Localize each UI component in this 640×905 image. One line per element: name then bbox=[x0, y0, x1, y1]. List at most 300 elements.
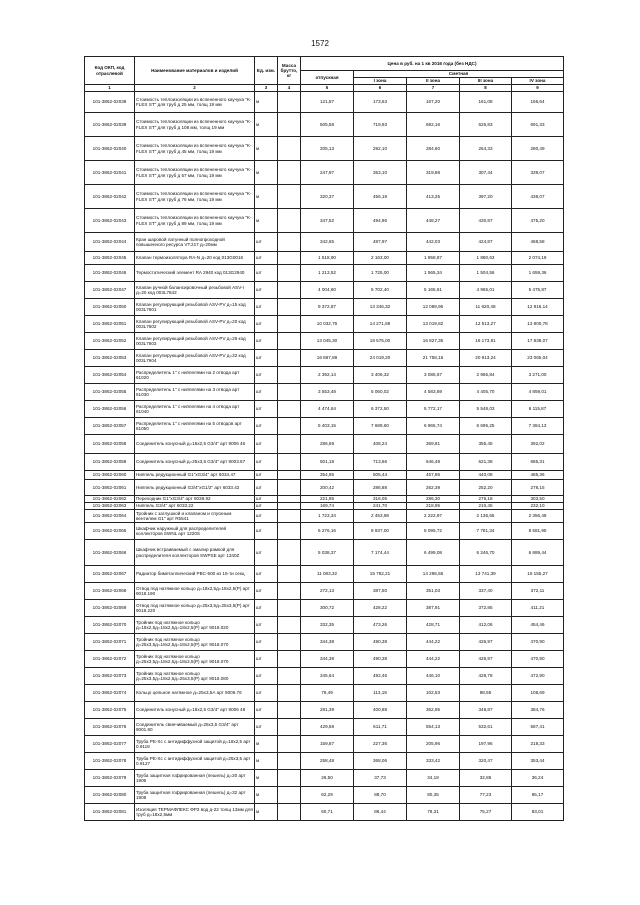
row-name: Отвод под натяжное кольцо д=25х3,5д=25х3,5(Р) арт 9018.220 bbox=[135, 600, 255, 617]
row-unit: шт bbox=[255, 634, 278, 651]
table-row bbox=[85, 316, 564, 333]
row-price-release: 3 553,48 bbox=[301, 384, 354, 401]
row-price-zone-1: 8 937,00 bbox=[354, 523, 407, 540]
row-code: 101-3862-02051 bbox=[85, 316, 135, 333]
row-code: 101-3862-02061 bbox=[85, 480, 135, 496]
row-mass bbox=[278, 787, 301, 804]
row-price-zone-1: 2 453,98 bbox=[354, 510, 407, 523]
row-name: Отвод под натяжное кольцо д=18х2,5д=18х2,5(Р) арт 9018.190 bbox=[135, 583, 255, 600]
table-row bbox=[85, 503, 564, 510]
row-price-zone-4: 339,07 bbox=[512, 161, 564, 185]
row-mass bbox=[278, 583, 301, 600]
row-price-zone-2: 554,13 bbox=[407, 719, 460, 736]
row-code: 101-3862-02052 bbox=[85, 333, 135, 350]
row-price-zone-3: 32,86 bbox=[460, 770, 512, 787]
row-price-zone-4: 485,36 bbox=[512, 471, 564, 480]
row-price-zone-4: 472,90 bbox=[512, 668, 564, 685]
row-price-zone-2: 218,95 bbox=[407, 503, 460, 510]
row-price-release: 4 474,64 bbox=[301, 401, 354, 418]
row-price-zone-2: 5 165,61 bbox=[407, 282, 460, 299]
row-mass bbox=[278, 668, 301, 685]
row-price-zone-1: 408,24 bbox=[354, 435, 407, 454]
row-price-zone-1: 241,70 bbox=[354, 503, 407, 510]
table-row bbox=[85, 617, 564, 634]
row-price-zone-2: 413,25 bbox=[407, 185, 460, 209]
row-price-zone-3: 412,06 bbox=[460, 617, 512, 634]
row-price-zone-1: 400,88 bbox=[354, 702, 407, 719]
row-price-zone-3: 11 620,48 bbox=[460, 299, 512, 316]
table-row bbox=[85, 634, 564, 651]
row-name: Тройник с заглушкой и клапаном и спускным вентилем G1" арт R5541 bbox=[135, 510, 255, 523]
row-name: Радиатор биметаллический PBC-500 из 15-ти секц bbox=[135, 566, 255, 583]
row-price-zone-1: 173,63 bbox=[354, 92, 407, 113]
table-row bbox=[85, 702, 564, 719]
row-price-zone-4: 7 384,13 bbox=[512, 418, 564, 435]
column-index-cell: 9 bbox=[512, 85, 564, 92]
row-price-release: 11 083,32 bbox=[301, 566, 354, 583]
table-row bbox=[85, 480, 564, 496]
row-code: 101-3862-02080 bbox=[85, 787, 135, 804]
row-name: Клапан ручной балансировочный резьбовой ASV-I д=20 код 003L7642 bbox=[135, 282, 255, 299]
row-code: 101-3862-02055 bbox=[85, 384, 135, 401]
row-price-zone-3: 621,38 bbox=[460, 454, 512, 471]
table-row bbox=[85, 719, 564, 736]
row-price-release: 221,95 bbox=[301, 496, 354, 503]
row-price-release: 505,58 bbox=[301, 113, 354, 137]
row-code: 101-3862-02058 bbox=[85, 435, 135, 454]
row-name: Тройник под натяжное кольцо д=25х3,5д=18х2,5д=18х2,5(Р) арт 9018.070 bbox=[135, 634, 255, 651]
row-price-zone-4: 2 074,19 bbox=[512, 252, 564, 265]
row-name: Соединитель конусный д=16х2,5 G3/4" арт 9006 46 bbox=[135, 435, 255, 454]
row-name: Распределитель 1" с ниппелями на 5 отводов арт 61050 bbox=[135, 418, 255, 435]
row-price-release: 13 045,30 bbox=[301, 333, 354, 350]
row-name: Клапан регулирующий резьбовой ASV-PV д=20 код 003L7602 bbox=[135, 316, 255, 333]
row-price-zone-3: 1 504,56 bbox=[460, 265, 512, 282]
row-code: 101-3862-02041 bbox=[85, 161, 135, 185]
row-unit: шт bbox=[255, 668, 278, 685]
row-unit: м bbox=[255, 92, 278, 113]
row-mass bbox=[278, 770, 301, 787]
row-mass bbox=[278, 523, 301, 540]
row-price-release: 344,38 bbox=[301, 651, 354, 668]
row-mass bbox=[278, 92, 301, 113]
row-unit: шт bbox=[255, 496, 278, 503]
row-name: Кран шаровой латунный полнопроходной повышенного ресурса VT.217 д=20мм bbox=[135, 233, 255, 252]
row-price-zone-2: 448,27 bbox=[407, 209, 460, 233]
row-price-zone-2: 13 019,82 bbox=[407, 316, 460, 333]
row-price-zone-4: 108,69 bbox=[512, 685, 564, 702]
row-price-release: 286,69 bbox=[301, 435, 354, 454]
row-mass bbox=[278, 753, 301, 770]
row-price-zone-3: 16 173,91 bbox=[460, 333, 512, 350]
row-unit: шт bbox=[255, 503, 278, 510]
row-price-zone-2: 14 296,56 bbox=[407, 566, 460, 583]
row-price-zone-2: 444,22 bbox=[407, 634, 460, 651]
row-name: Соединитель свинчиваемый д=25х3,5 G3/4" арт 9001.60 bbox=[135, 719, 255, 736]
row-price-zone-4: 15 155,27 bbox=[512, 566, 564, 583]
row-price-zone-3: 348,87 bbox=[460, 702, 512, 719]
row-name: Клапан термоизолятора RA-N д=20 код 013G0016 bbox=[135, 252, 255, 265]
row-price-zone-4: 232,10 bbox=[512, 503, 564, 510]
row-name: Стоимость теплоизоляции из вспененного каучука "K-FLEX ST" для труб д 45 мм, толщ 19 мм bbox=[135, 137, 255, 161]
row-price-zone-4: 587,41 bbox=[512, 719, 564, 736]
column-index-cell: 4 bbox=[278, 85, 301, 92]
row-mass bbox=[278, 651, 301, 668]
row-price-zone-3: 98,55 bbox=[460, 685, 512, 702]
row-name: Термостатический элемент RA 2940 код 013G2940 bbox=[135, 265, 255, 282]
row-price-zone-2: 80,35 bbox=[407, 787, 460, 804]
row-price-zone-4: 12 816,14 bbox=[512, 299, 564, 316]
row-code: 101-3862-02072 bbox=[85, 651, 135, 668]
table-row bbox=[85, 685, 564, 702]
row-name: Соединитель конусный д=18х2,5 G3/4" арт 9006 48 bbox=[135, 702, 255, 719]
row-mass bbox=[278, 566, 301, 583]
row-price-release: 1 723,34 bbox=[301, 510, 354, 523]
row-price-zone-1: 2 163,00 bbox=[354, 252, 407, 265]
header-zone-4: IV зона bbox=[512, 78, 564, 85]
row-unit: шт bbox=[255, 702, 278, 719]
row-price-zone-1: 7 689,60 bbox=[354, 418, 407, 435]
row-code: 101-3862-02050 bbox=[85, 299, 135, 316]
row-price-zone-2: 3 085,67 bbox=[407, 367, 460, 384]
row-price-release: 2 392,14 bbox=[301, 367, 354, 384]
row-price-zone-1: 24 019,20 bbox=[354, 350, 407, 367]
row-price-zone-2: 351,03 bbox=[407, 583, 460, 600]
row-price-zone-2: 78,31 bbox=[407, 804, 460, 821]
row-unit: шт bbox=[255, 685, 278, 702]
row-price-release: 16 867,88 bbox=[301, 350, 354, 367]
row-price-zone-2: 102,53 bbox=[407, 685, 460, 702]
row-price-zone-3: 440,08 bbox=[460, 471, 512, 480]
column-index-row bbox=[85, 85, 564, 92]
row-code: 101-3862-02062 bbox=[85, 496, 135, 503]
row-mass bbox=[278, 600, 301, 617]
row-price-zone-4: 8 581,95 bbox=[512, 523, 564, 540]
row-price-release: 320,37 bbox=[301, 185, 354, 209]
row-name: Стоимость теплоизоляции из вспененного каучука "K-FLEX ST" для труб д 57 мм, толщ 19 мм bbox=[135, 161, 255, 185]
table-row bbox=[85, 350, 564, 367]
row-price-zone-4: 85,17 bbox=[512, 787, 564, 804]
table-row bbox=[85, 384, 564, 401]
table-row bbox=[85, 265, 564, 282]
row-price-zone-2: 12 089,96 bbox=[407, 299, 460, 316]
row-price-zone-1: 719,93 bbox=[354, 113, 407, 137]
row-code: 101-3862-02043 bbox=[85, 209, 135, 233]
row-code: 101-3862-02038 bbox=[85, 92, 135, 113]
row-code: 101-3862-02060 bbox=[85, 471, 135, 480]
row-code: 101-3862-02064 bbox=[85, 510, 135, 523]
row-price-zone-1: 5 702,40 bbox=[354, 282, 407, 299]
row-price-zone-4: 372,11 bbox=[512, 583, 564, 600]
table-row bbox=[85, 161, 564, 185]
row-unit: шт bbox=[255, 265, 278, 282]
table-row bbox=[85, 209, 564, 233]
row-price-zone-3: 424,87 bbox=[460, 233, 512, 252]
row-unit: шт bbox=[255, 719, 278, 736]
table-row bbox=[85, 651, 564, 668]
table-row bbox=[85, 367, 564, 384]
row-unit: шт bbox=[255, 299, 278, 316]
row-unit: м bbox=[255, 787, 278, 804]
row-price-zone-3: 77,23 bbox=[460, 787, 512, 804]
row-price-zone-2: 16 827,35 bbox=[407, 333, 460, 350]
row-mass bbox=[278, 252, 301, 265]
row-unit: м bbox=[255, 161, 278, 185]
row-mass bbox=[278, 401, 301, 418]
row-code: 101-3862-02079 bbox=[85, 770, 135, 787]
row-price-zone-1: 113,19 bbox=[354, 685, 407, 702]
row-price-zone-1: 7 174,44 bbox=[354, 540, 407, 566]
table-row bbox=[85, 583, 564, 600]
row-price-zone-4: 411,21 bbox=[512, 600, 564, 617]
row-price-zone-2: 167,20 bbox=[407, 92, 460, 113]
header-estimate: Сметная bbox=[354, 71, 564, 78]
header-zone-2: II зона bbox=[407, 78, 460, 85]
row-price-zone-2: 428,71 bbox=[407, 617, 460, 634]
header-mass: Масса брутто, кг bbox=[278, 57, 301, 85]
row-name: Ниппель G3/4" арт 6033.22 bbox=[135, 503, 255, 510]
row-price-release: 1 518,90 bbox=[301, 252, 354, 265]
row-price-zone-3: 626,83 bbox=[460, 113, 512, 137]
row-code: 101-3862-02069 bbox=[85, 600, 135, 617]
row-price-release: 9 372,87 bbox=[301, 299, 354, 316]
row-price-release: 200,42 bbox=[301, 480, 354, 496]
row-price-zone-4: 3 271,00 bbox=[512, 367, 564, 384]
row-price-zone-1: 490,38 bbox=[354, 634, 407, 651]
row-price-zone-2: 319,88 bbox=[407, 161, 460, 185]
row-code: 101-3862-02074 bbox=[85, 685, 135, 702]
row-price-zone-2: 286,30 bbox=[407, 496, 460, 503]
row-price-zone-3: 5 548,03 bbox=[460, 401, 512, 418]
row-unit: м bbox=[255, 736, 278, 753]
row-price-zone-2: 34,18 bbox=[407, 770, 460, 787]
row-price-zone-3: 532,61 bbox=[460, 719, 512, 736]
table-row bbox=[85, 299, 564, 316]
row-unit: шт bbox=[255, 384, 278, 401]
row-price-zone-1: 37,73 bbox=[354, 770, 407, 787]
row-code: 101-3862-02075 bbox=[85, 702, 135, 719]
row-price-zone-3: 426,97 bbox=[460, 634, 512, 651]
table-row bbox=[85, 510, 564, 523]
row-code: 101-3862-02040 bbox=[85, 137, 135, 161]
row-price-zone-1: 1 725,00 bbox=[354, 265, 407, 282]
row-price-zone-4: 2 356,49 bbox=[512, 510, 564, 523]
row-unit: шт bbox=[255, 435, 278, 454]
row-price-zone-3: 372,85 bbox=[460, 600, 512, 617]
row-name: Стоимость теплоизоляции из вспененного каучука "K-FLEX ST" для труб д 89 мм, толщ 19 мм bbox=[135, 209, 255, 233]
row-unit: шт bbox=[255, 333, 278, 350]
table-row bbox=[85, 736, 564, 753]
row-price-release: 26,50 bbox=[301, 770, 354, 787]
row-price-zone-4: 353,44 bbox=[512, 753, 564, 770]
row-mass bbox=[278, 282, 301, 299]
row-price-zone-2: 205,96 bbox=[407, 736, 460, 753]
row-price-zone-4: 1 659,36 bbox=[512, 265, 564, 282]
row-price-zone-3: 1 880,63 bbox=[460, 252, 512, 265]
row-unit: шт bbox=[255, 282, 278, 299]
row-price-zone-4: 280,49 bbox=[512, 137, 564, 161]
row-price-zone-2: 1 565,34 bbox=[407, 265, 460, 282]
row-price-release: 281,39 bbox=[301, 702, 354, 719]
row-mass bbox=[278, 209, 301, 233]
row-price-zone-1: 456,19 bbox=[354, 185, 407, 209]
row-price-release: 1 213,52 bbox=[301, 265, 354, 282]
row-price-zone-3: 355,45 bbox=[460, 435, 512, 454]
row-price-zone-4: 4 859,01 bbox=[512, 384, 564, 401]
row-price-zone-4: 454,46 bbox=[512, 617, 564, 634]
row-price-zone-1: 353,10 bbox=[354, 161, 407, 185]
row-price-release: 272,13 bbox=[301, 583, 354, 600]
row-name: Шкафчик наружный для распределителей коллекторов SWNL арт 1220S bbox=[135, 523, 255, 540]
row-code: 101-3862-02065 bbox=[85, 523, 135, 540]
row-mass bbox=[278, 316, 301, 333]
table-row bbox=[85, 92, 564, 113]
row-price-zone-1: 13 346,32 bbox=[354, 299, 407, 316]
row-price-zone-4: 17 838,07 bbox=[512, 333, 564, 350]
row-name: Соединитель конусный д=25х3,5 G3/4" арт 9003.67 bbox=[135, 454, 255, 471]
table-row bbox=[85, 787, 564, 804]
row-price-release: 345,64 bbox=[301, 668, 354, 685]
row-name: Ниппель редукционный G3/4"хG1/2" арт 6033.42 bbox=[135, 480, 255, 496]
table-row bbox=[85, 233, 564, 252]
row-price-zone-4: 13 800,78 bbox=[512, 316, 564, 333]
row-price-zone-3: 307,44 bbox=[460, 161, 512, 185]
row-price-zone-4: 83,01 bbox=[512, 804, 564, 821]
row-price-zone-4: 6 889,44 bbox=[512, 540, 564, 566]
row-code: 101-3862-02071 bbox=[85, 634, 135, 651]
row-mass bbox=[278, 185, 301, 209]
row-price-zone-3: 320,47 bbox=[460, 753, 512, 770]
row-unit: шт bbox=[255, 418, 278, 435]
row-unit: м bbox=[255, 804, 278, 821]
row-price-zone-1: 368,06 bbox=[354, 753, 407, 770]
row-unit: м bbox=[255, 209, 278, 233]
row-unit: шт bbox=[255, 233, 278, 252]
row-code: 101-3862-02059 bbox=[85, 454, 135, 471]
row-unit: м bbox=[255, 185, 278, 209]
row-price-zone-1: 5 060,02 bbox=[354, 384, 407, 401]
table-row bbox=[85, 540, 564, 566]
row-mass bbox=[278, 418, 301, 435]
row-name: Изоляция ТЕРМАФЛЕКС ФРЗ вод д-22 толщ 13мм для труб д=18х2,5мм bbox=[135, 804, 255, 821]
row-price-zone-3: 6 246,70 bbox=[460, 540, 512, 566]
row-price-release: 121,87 bbox=[301, 92, 354, 113]
row-price-zone-2: 369,81 bbox=[407, 435, 460, 454]
row-price-zone-1: 490,38 bbox=[354, 651, 407, 668]
row-price-release: 5 403,15 bbox=[301, 418, 354, 435]
row-price-zone-1: 6 372,50 bbox=[354, 401, 407, 418]
row-name: Распределитель 1" с ниппелями на 3 отвода арт 61030 bbox=[135, 384, 255, 401]
row-code: 101-3862-02077 bbox=[85, 736, 135, 753]
row-name: Стоимость теплоизоляции из вспененного каучука "K-FLEX ST" для труб д 76 мм, толщ 19 мм bbox=[135, 185, 255, 209]
header-name: Наименование материалов и изделий bbox=[135, 57, 255, 85]
row-price-zone-1: 88,70 bbox=[354, 787, 407, 804]
row-name: Распределитель 1" с ниппелями на 2 отвода арт 61020 bbox=[135, 367, 255, 384]
row-unit: шт bbox=[255, 471, 278, 480]
row-unit: шт bbox=[255, 523, 278, 540]
row-mass bbox=[278, 299, 301, 316]
column-index-cell: 2 bbox=[135, 85, 255, 92]
row-price-zone-2: 692,16 bbox=[407, 113, 460, 137]
row-unit: м bbox=[255, 113, 278, 137]
row-name: Тройник под натяжное кольцо д=25х3,5д=18х2,5д=18х2,5(Р) арт 9018.070 bbox=[135, 651, 255, 668]
row-mass bbox=[278, 634, 301, 651]
row-unit: шт bbox=[255, 617, 278, 634]
row-mass bbox=[278, 161, 301, 185]
row-unit: м bbox=[255, 137, 278, 161]
row-price-zone-1: 15 782,21 bbox=[354, 566, 407, 583]
row-price-release: 300,72 bbox=[301, 600, 354, 617]
table-row bbox=[85, 333, 564, 350]
row-price-zone-4: 23 065,04 bbox=[512, 350, 564, 367]
row-name: Шкафчик встраиваемый с эмалир рамкой для распределителя коллекторов SWPSE арт 1340Z bbox=[135, 540, 255, 566]
row-code: 101-3862-02053 bbox=[85, 350, 135, 367]
row-price-zone-1: 473,26 bbox=[354, 617, 407, 634]
table-row bbox=[85, 113, 564, 137]
row-price-zone-3: 397,20 bbox=[460, 185, 512, 209]
row-price-release: 60,71 bbox=[301, 804, 354, 821]
header-unit: Ед. изм. bbox=[255, 57, 278, 85]
row-price-zone-3: 254,33 bbox=[460, 137, 512, 161]
row-price-release: 4 004,60 bbox=[301, 282, 354, 299]
header-price-group: Цена в руб. на 1 кв 2016 года (без НДС) bbox=[301, 57, 564, 71]
row-mass bbox=[278, 804, 301, 821]
row-price-zone-3: 20 913,24 bbox=[460, 350, 512, 367]
row-price-zone-4: 685,31 bbox=[512, 454, 564, 471]
row-price-zone-4: 218,33 bbox=[512, 736, 564, 753]
row-price-zone-3: 428,78 bbox=[460, 668, 512, 685]
row-price-zone-4: 468,58 bbox=[512, 233, 564, 252]
row-price-zone-2: 5 772,17 bbox=[407, 401, 460, 418]
row-price-zone-3: 13 741,39 bbox=[460, 566, 512, 583]
row-price-release: 344,38 bbox=[301, 634, 354, 651]
row-unit: шт bbox=[255, 566, 278, 583]
row-price-zone-2: 2 222,97 bbox=[407, 510, 460, 523]
row-name: Труба PE-Xc с антидиффузной защитой д=18х2,5 арт 0.9119 bbox=[135, 736, 255, 753]
row-code: 101-3862-02066 bbox=[85, 540, 135, 566]
row-mass bbox=[278, 719, 301, 736]
table-row bbox=[85, 282, 564, 299]
row-mass bbox=[278, 384, 301, 401]
row-price-release: 205,13 bbox=[301, 137, 354, 161]
row-price-release: 10 032,76 bbox=[301, 316, 354, 333]
row-price-release: 159,87 bbox=[301, 736, 354, 753]
row-price-zone-1: 316,05 bbox=[354, 496, 407, 503]
row-name: Клапан регулирующий резьбовой ASV-PV д=32 код 003L7604 bbox=[135, 350, 255, 367]
row-price-zone-3: 275,18 bbox=[460, 496, 512, 503]
row-price-zone-4: 278,15 bbox=[512, 480, 564, 496]
row-code: 101-3862-02081 bbox=[85, 804, 135, 821]
row-price-zone-3: 7 781,34 bbox=[460, 523, 512, 540]
row-price-zone-4: 6 115,87 bbox=[512, 401, 564, 418]
row-mass bbox=[278, 265, 301, 282]
row-price-zone-2: 4 583,69 bbox=[407, 384, 460, 401]
column-index-cell: 7 bbox=[407, 85, 460, 92]
table-row bbox=[85, 252, 564, 265]
row-code: 101-3862-02073 bbox=[85, 668, 135, 685]
table-row bbox=[85, 454, 564, 471]
table-row bbox=[85, 471, 564, 480]
row-price-zone-3: 2 136,65 bbox=[460, 510, 512, 523]
table-row bbox=[85, 137, 564, 161]
row-price-release: 5 038,37 bbox=[301, 540, 354, 566]
row-price-zone-2: 457,86 bbox=[407, 471, 460, 480]
row-code: 101-3862-02042 bbox=[85, 185, 135, 209]
row-name: Переходник G1"хG3/4" арт 6038.92 bbox=[135, 496, 255, 503]
row-price-release: 79,49 bbox=[301, 685, 354, 702]
row-price-zone-2: 284,60 bbox=[407, 137, 460, 161]
row-price-release: 347,52 bbox=[301, 209, 354, 233]
